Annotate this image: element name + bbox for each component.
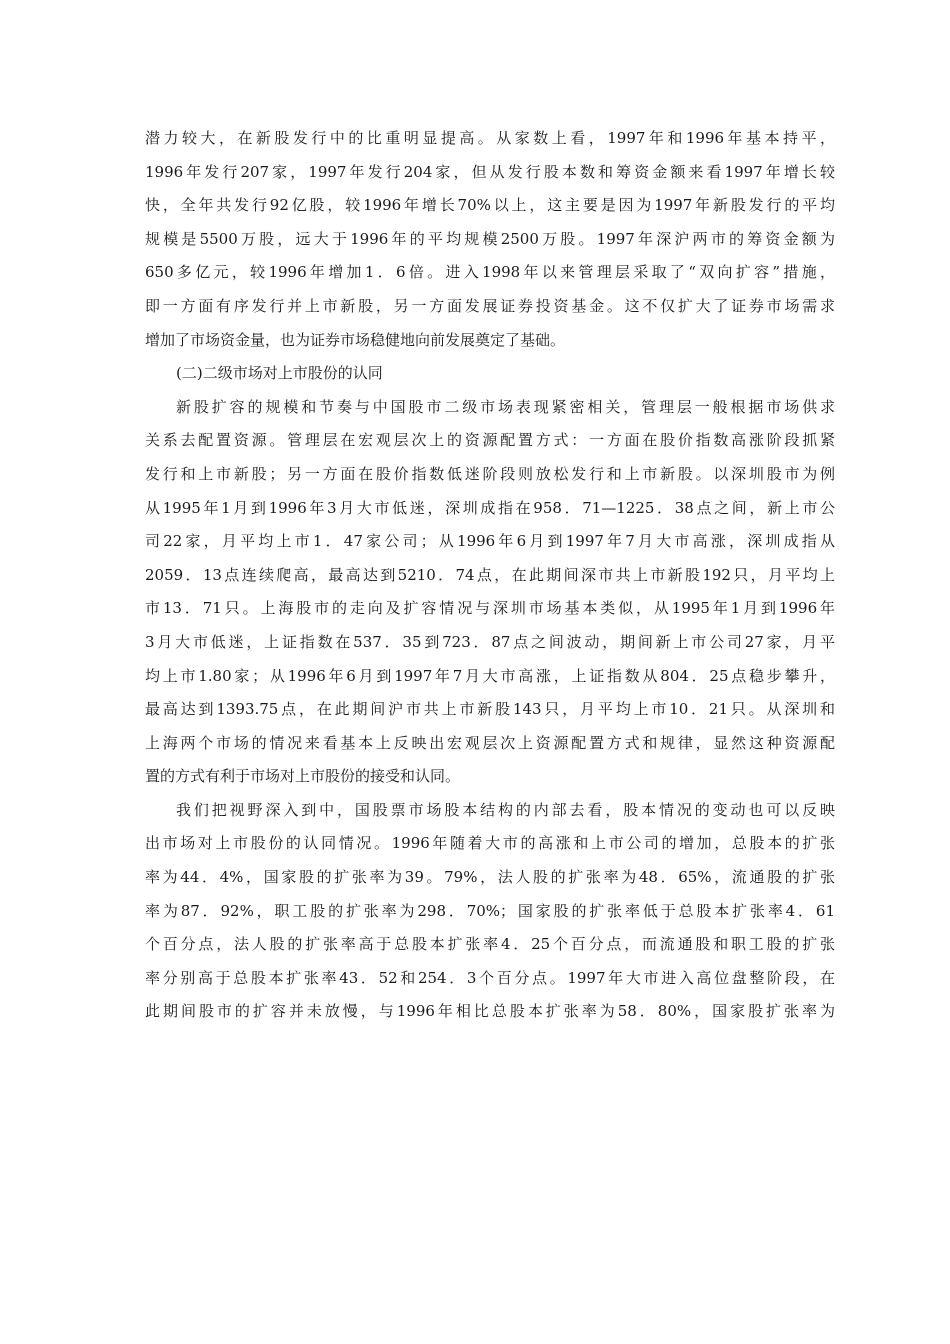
text-line: 2059．13点连续爬高，最高达到5210．74点，在此期间深市共上市新股192只，月平均上 [145, 565, 835, 584]
text-line: 司22家，月平均上市1．47家公司；从1996年6月到1997年7月大市高涨，深圳成指从 [145, 532, 835, 551]
text-line: 从1995年1月到1996年3月大市低迷，深圳成指在958．71—1225．38点之间，新上市公 [145, 498, 835, 517]
text-line: 潜力较大，在新股发行中的比重明显提高。从家数上看，1997年和1996年基本持平， [145, 129, 835, 147]
text-line: 此期间股市的扩容并未放慢，与1996年相比总股本扩张率为58．80%，国家股扩张率为 [145, 1002, 835, 1021]
text-line: 650多亿元，较1996年增加1．6倍。进入1998年以来管理层采取了“双向扩容”措施， [145, 263, 835, 282]
text-line: 置的方式有利于市场对上市股份的接受和认同。 [145, 767, 461, 786]
text-line: 新股扩容的规模和节奏与中国股市二级市场表现紧密相关，管理层一般根据市场供求 [176, 397, 835, 416]
text-line: 最高达到1393.75点，在此期间沪市共上市新股143只，月平均上市10．21只。从深圳和 [145, 700, 835, 719]
text-line: 1996年发行207家，1997年发行204家，但从发行股本数和筹资金额来看1997年增长较 [145, 162, 835, 181]
text-line: 个百分点，法人股的扩张率高于总股本扩张率4．25个百分点，而流通股和职工股的扩张 [145, 935, 835, 954]
text-line: 我们把视野深入到中，国股票市场股本结构的内部去看，股本情况的变动也可以反映 [176, 800, 835, 819]
text-line: (二)二级市场对上市股份的认同 [176, 364, 383, 383]
text-line: 快，全年共发行92亿股，较1996年增长70%以上，这主要是因为1997年新股发行的平均 [145, 196, 835, 215]
text-line: 增加了市场资金量，也为证券市场稳健地向前发展奠定了基础。 [145, 330, 566, 349]
text-line: 关系去配置资源。管理层在宏观层次上的资源配置方式：一方面在股价指数高涨阶段抓紧 [145, 431, 835, 450]
text-line: 出市场对上市股份的认同情况。1996年随着大市的高涨和上市公司的增加，总股本的扩张 [145, 834, 835, 853]
text-line: 率为87．92%，职工股的扩张率为298．70%；国家股的扩张率低于总股本扩张率4．61 [145, 901, 835, 920]
text-line: 市13．71只。上海股市的走向及扩容情况与深圳市场基本类似，从1995年1月到1996年 [145, 599, 835, 618]
text-line: 规模是5500万股，远大于1996年的平均规模2500万股。1997年深沪两市的筹资金额为 [145, 229, 835, 248]
text-line: 率为44．4%，国家股的扩张率为39。79%，法人股的扩张率为48．65%，流通股的扩张 [145, 868, 835, 887]
text-line: 率分别高于总股本扩张率43．52和254．3个百分点。1997年大市进入高位盘整阶段，在 [145, 968, 835, 987]
text-line: 即一方面有序发行并上市新股，另一方面发展证券投资基金。这不仅扩大了证券市场需求 [145, 296, 835, 315]
text-line: 发行和上市新股；另一方面在股价指数低迷阶段则放松发行和上市新股。以深圳股市为例 [145, 464, 835, 483]
text-line: 均上市1.80家；从1996年6月到1997年7月大市高涨，上证指数从804．25点稳步攀升， [145, 666, 835, 685]
document-page [145, 122, 835, 1029]
text-line: 3月大市低迷，上证指数在537．35到723．87点之间波动，期间新上市公司27家，月平 [145, 632, 835, 651]
text-line: 上海两个市场的情况来看基本上反映出宏观层次上资源配置方式和规律，显然这种资源配 [145, 733, 835, 752]
